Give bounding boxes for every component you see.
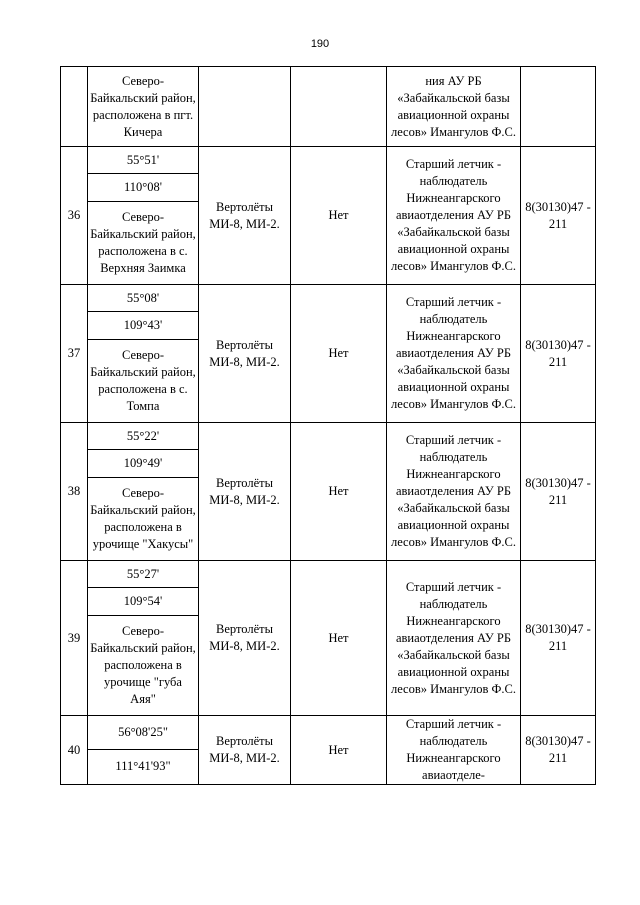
longitude-cell: 109°54' bbox=[88, 588, 199, 616]
latitude-cell: 56°08'25" bbox=[88, 716, 199, 750]
helipad-table bbox=[60, 66, 596, 785]
table-row bbox=[61, 285, 596, 312]
responsible-cell: Старший летчик - наблюдатель Нижнеангарского авиаотделения АУ РБ «Забайкальской базы авиационной охраны лесов» Имангулов Ф.С. bbox=[387, 285, 521, 423]
table-row-continued bbox=[61, 67, 596, 147]
latitude-cell: 55°08' bbox=[88, 285, 199, 312]
transport-cell: Вертолёты МИ-8, МИ-2. bbox=[199, 561, 291, 716]
row-number: 36 bbox=[61, 147, 88, 285]
responsible-cell: Старший летчик - наблюдатель Нижнеангарского авиаотделе- bbox=[387, 716, 521, 785]
table-row bbox=[61, 561, 596, 588]
row-number: 37 bbox=[61, 285, 88, 423]
row-number: 39 bbox=[61, 561, 88, 716]
phone-cell: 8(30130)47 - 211 bbox=[521, 716, 596, 785]
latitude-cell: 55°27' bbox=[88, 561, 199, 588]
responsible-cell: Старший летчик - наблюдатель Нижнеангарского авиаотделения АУ РБ «Забайкальской базы авиационной охраны лесов» Имангулов Ф.С. bbox=[387, 423, 521, 561]
responsible-cell: Старший летчик - наблюдатель Нижнеангарского авиаотделения АУ РБ «Забайкальской базы авиационной охраны лесов» Имангулов Ф.С. bbox=[387, 561, 521, 716]
location-cell: Северо-Байкальский район, расположена в с. Томпа bbox=[88, 340, 199, 423]
phone-cell: 8(30130)47 - 211 bbox=[521, 285, 596, 423]
availability-cell: Нет bbox=[291, 423, 387, 561]
location-cell: Северо-Байкальский район, расположена в пгт. Кичера bbox=[88, 67, 199, 147]
location-cell: Северо-Байкальский район, расположена в с. Верхняя Заимка bbox=[88, 202, 199, 285]
location-cell: Северо-Байкальский район, расположена в урочище "Хакусы" bbox=[88, 478, 199, 561]
longitude-cell: 109°49' bbox=[88, 450, 199, 478]
phone-cell: 8(30130)47 - 211 bbox=[521, 561, 596, 716]
table-row bbox=[61, 423, 596, 450]
transport-cell: Вертолёты МИ-8, МИ-2. bbox=[199, 423, 291, 561]
page-number: 190 bbox=[310, 38, 330, 50]
row-number: 38 bbox=[61, 423, 88, 561]
longitude-cell: 111°41'93" bbox=[88, 749, 199, 784]
longitude-cell: 109°43' bbox=[88, 312, 199, 340]
location-cell: Северо-Байкальский район, расположена в урочище "губа Аяя" bbox=[88, 616, 199, 716]
latitude-cell: 55°51' bbox=[88, 147, 199, 174]
longitude-cell: 110°08' bbox=[88, 174, 199, 202]
transport-cell: Вертолёты МИ-8, МИ-2. bbox=[199, 147, 291, 285]
row-number: 40 bbox=[61, 716, 88, 785]
phone-cell: 8(30130)47 - 211 bbox=[521, 423, 596, 561]
phone-cell: 8(30130)47 - 211 bbox=[521, 147, 596, 285]
responsible-cell: Старший летчик - наблюдатель Нижнеангарского авиаотделения АУ РБ «Забайкальской базы авиационной охраны лесов» Имангулов Ф.С. bbox=[387, 147, 521, 285]
transport-cell: Вертолёты МИ-8, МИ-2. bbox=[199, 285, 291, 423]
availability-cell: Нет bbox=[291, 561, 387, 716]
responsible-cell: ния АУ РБ «Забайкальской базы авиационной охраны лесов» Имангулов Ф.С. bbox=[387, 67, 521, 147]
transport-cell: Вертолёты МИ-8, МИ-2. bbox=[199, 716, 291, 785]
table-row bbox=[61, 716, 596, 750]
table-row bbox=[61, 147, 596, 174]
availability-cell: Нет bbox=[291, 285, 387, 423]
availability-cell: Нет bbox=[291, 716, 387, 785]
availability-cell: Нет bbox=[291, 147, 387, 285]
latitude-cell: 55°22' bbox=[88, 423, 199, 450]
